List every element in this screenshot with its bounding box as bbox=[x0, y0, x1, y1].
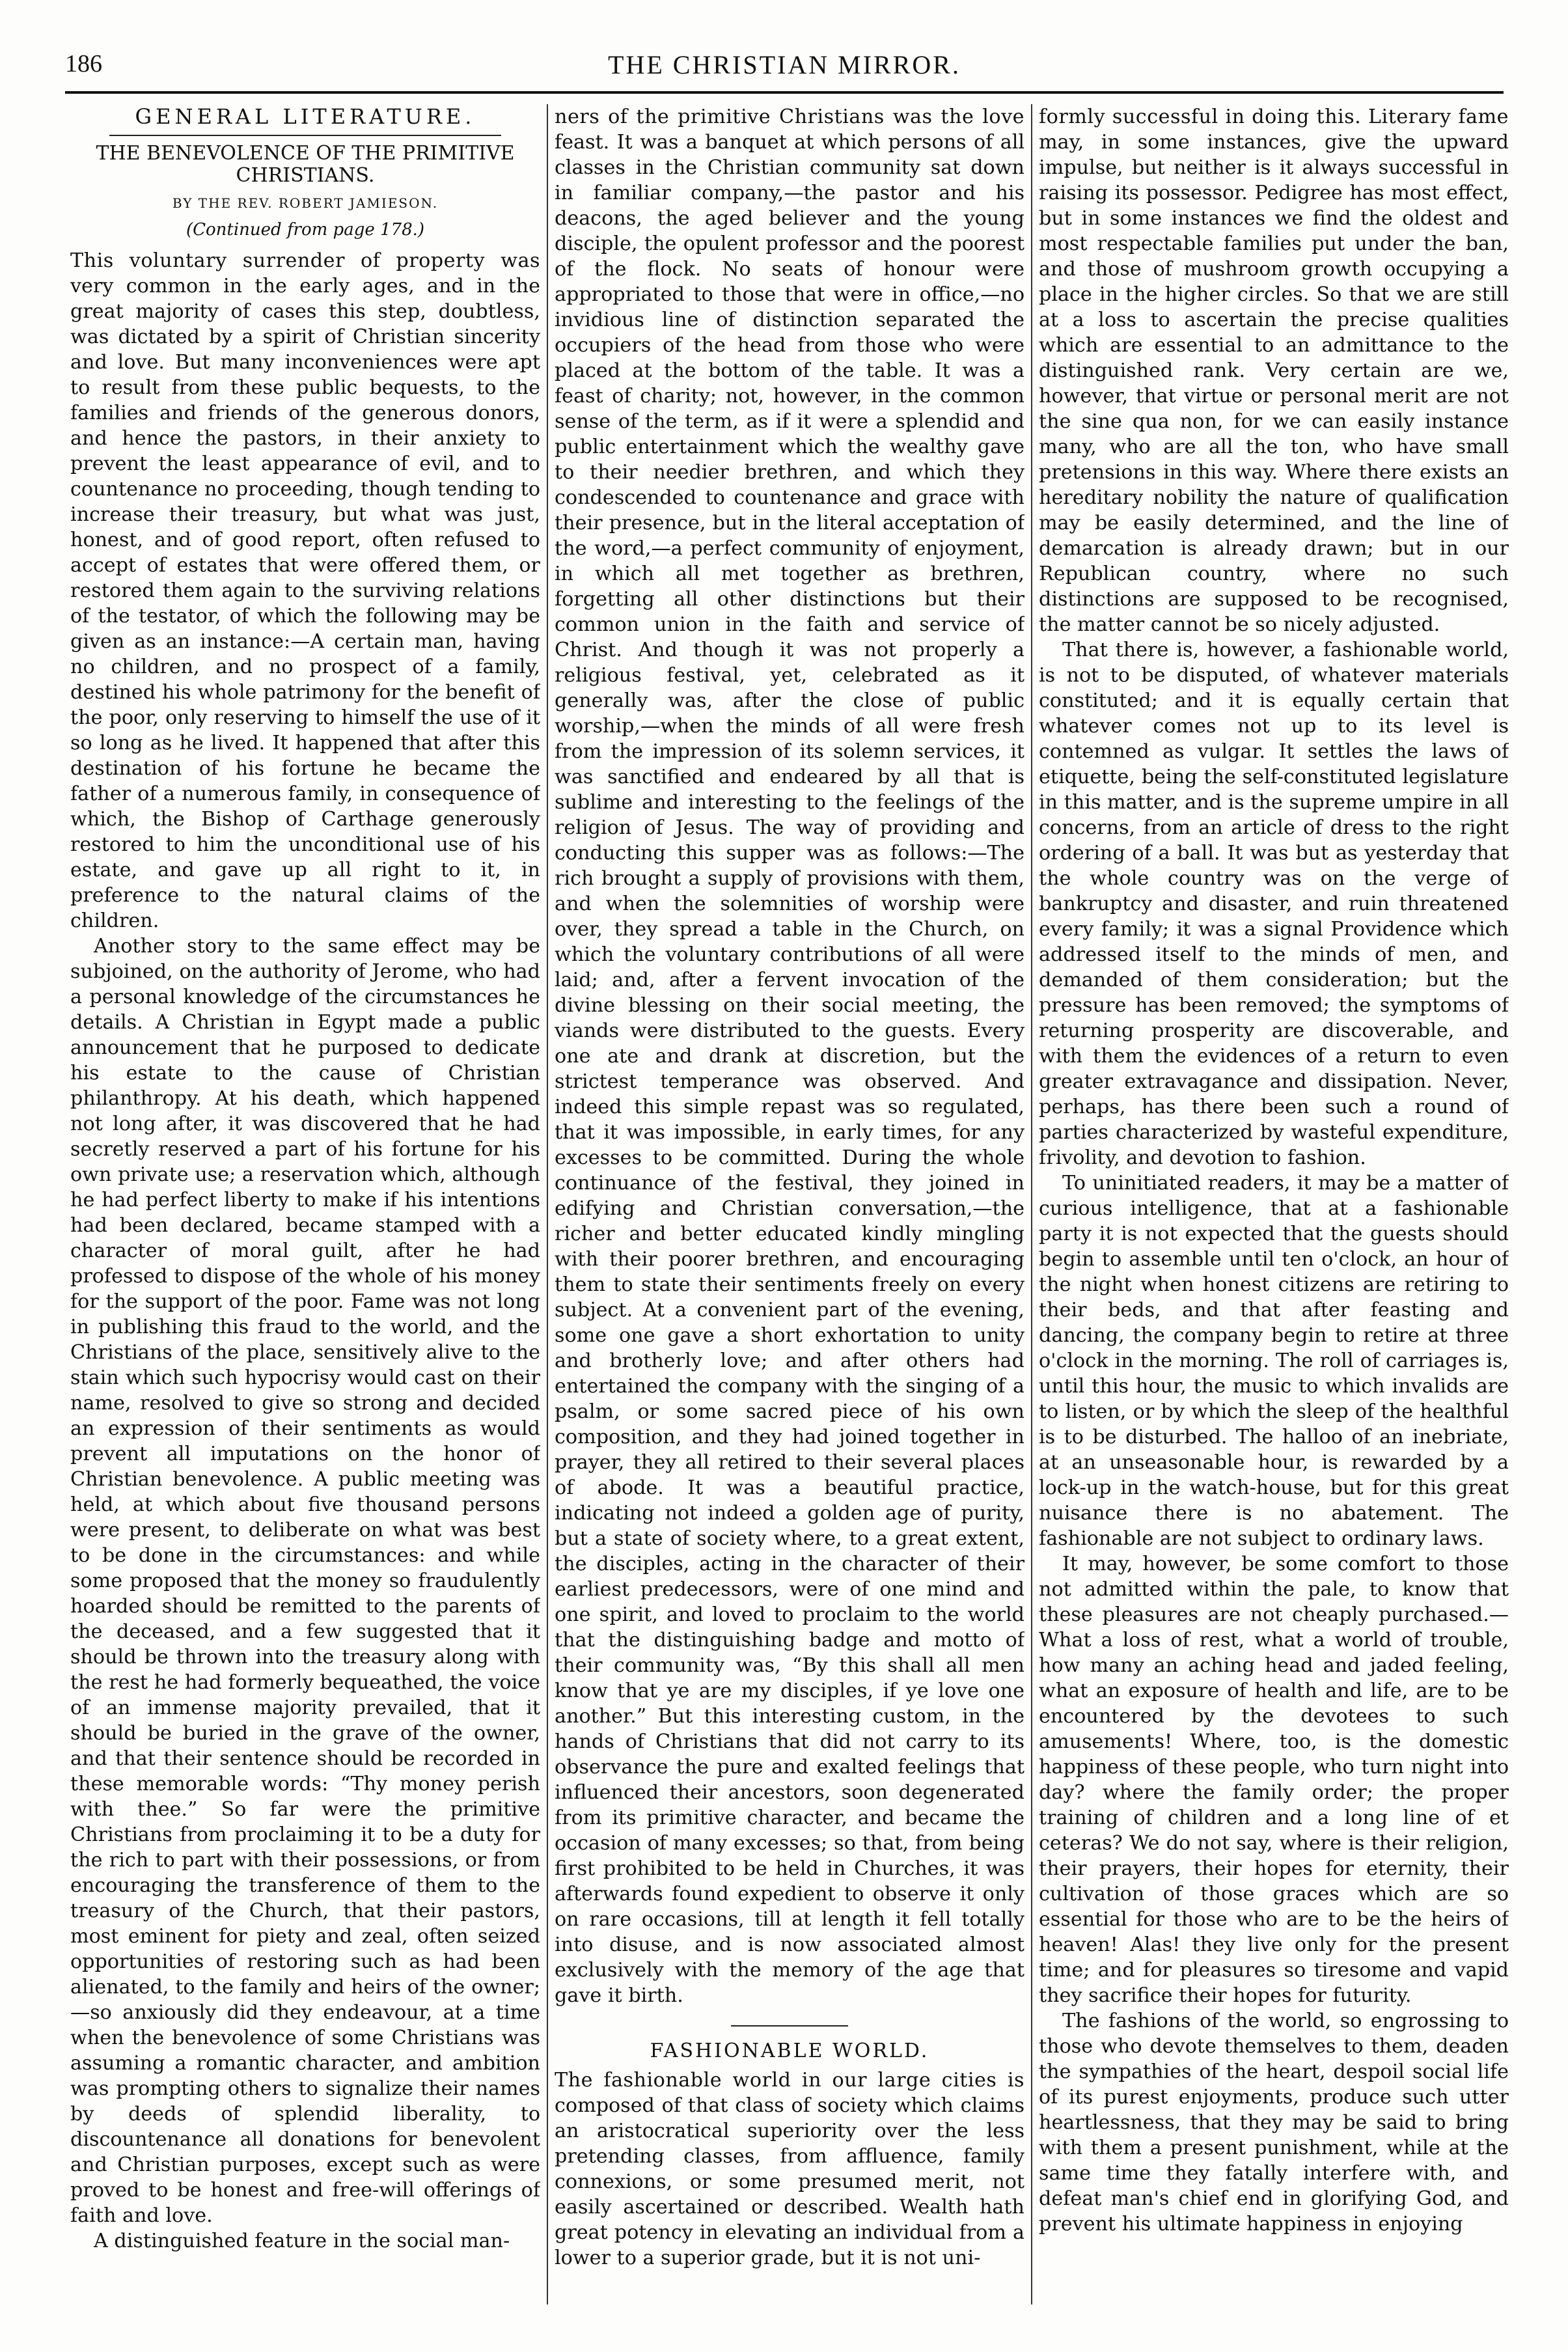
article-paragraph: This voluntary surrender of property was very common in the early ages, and in the great majority of cases this step, doubtless, was dictated by a spirit of Christian sincerity and love. But many inconveniences were apt to result from these public bequests, to the families and friends of the generous donors, and hence the pastors, in their anxiety to prevent the least appearance of evil, and to countenance no proceeding, though tending to increase their treasury, but what was just, honest, and of good report, often refused to accept of estates that were offered them, or restored them again to the surviving relations of the testator, of which the following may be given as an instance:—A certain man, having no children, and no prospect of a family, destined his whole patrimony for the benefit of the poor, only reserving to himself the use of it so long as he lived. It happened that after this destination of his fortune he became the father of a numerous family, in consequence of which, the Bishop of Carthage generously restored to him the unconditional use of his estate, and gave up all right to it, in preference to the natural claims of the children. bbox=[70, 249, 540, 932]
section-heading-rule bbox=[109, 135, 501, 136]
article-title: THE BENEVOLENCE OF THE PRIMITIVE CHRISTIANS. bbox=[96, 142, 515, 187]
article-byline: BY THE REV. ROBERT JAMIESON. bbox=[172, 195, 439, 211]
love-feast-paragraph-col2: ners of the primitive Christians was the love feast. It was a banquet at which persons of all classes in the Christian community sat down in familiar company,—the pastor and his deacons, the aged believer and the young disciple, the opulent professor and the poorest of the flock. No seats of honour were appropriated to those that were in office,—no invidious line of distinction separated the occupiers of the head from those who were placed at the bottom of the table. It was a feast of charity; not, however, in the common sense of the term, as if it were a splendid and public entertainment which the wealthy gave to their needier brethren, and which they condescended to countenance and grace with their presence, but in the literal acceptation of the word,—a perfect community of enjoyment, in which all met together as brethren, forgetting all other distinctions but their common union in the faith and service of Christ. And though it was not properly a religious festival, yet, celebrated as it generally was, after the close of public worship,—when the minds of all were fresh from the impression of its solemn services, it was sanctified and endeared by all that is sublime and interesting to the feelings of the religion of Jesus. The way of providing and conducting this supper was as follows:—The rich brought a supply of provisions with them, and when the solemnities of worship were over, they spread a table in the Church, on which the voluntary contributions of all were laid; and, after a fervent invocation of the divine blessing on their social meeting, the viands were distributed to the guests. Every one ate and drank at discretion, but the strictest temperance was observed. And indeed this simple repast was so regulated, that it was impossible, in early times, for any excesses to be committed. During the whole continuance of the festival, they joined in edifying and Christian conversation,—the richer and better educated kindly mingling with their poorer brethren, and encouraging them to state their sentiments freely on every subject. At a convenient part of the evening, some one gave a short exhortation to unity and brotherly love; and after others had entertained the company with the singing of a psalm, or some sacred piece of his own composition, and they had joined together in prayer, they all retired to their several places of abode. It was a beautiful practice, indicating not indeed a golden age of purity, but a state of society where, to a great extent, the disciples, acting in the character of their earliest predecessors, were of one mind and one spirit, and loved to proclaim to the world that the distinguishing badge and motto of their community was, “By this shall all men know that ye are my disciples, if ye love one another.” But this interesting custom, in the hands of Christians that did not carry to its observance the pure and exalted feelings that influenced their ancestors, soon degenerated from its primitive character, and became the occasion of many excesses; so that, from being first prohibited to be held in Churches, it was afterwards found expedient to observe it only on rare occasions, till at length it fell totally into disuse, and is now associated almost exclusively with the memory of the age that gave it birth. bbox=[555, 105, 1025, 2007]
article-paragraph: The fashions of the world, so engrossing to those who devote themselves to them, deaden the sympathies of the heart, despoil social life of its purest enjoyments, produce such utter heartlessness, that they may be said to bring with them a present punishment, while at the same time they fatally interfere with, and defeat man's chief end in glorifying God, and prevent his ultimate happiness in enjoying bbox=[1039, 2010, 1509, 2235]
fashionable-paragraph-col3: formly successful in doing this. Literary fame may, in some instances, give the upward impulse, but neither is it always successful in raising its possessor. Pedigree has most effect, but in some instances we find the oldest and most respectable families put under the ban, and those of mushroom growth occupying a place in the higher circles. So that we are still at a loss to ascertain the precise qualities which are essential to an admittance to the distinguished rank. Very certain are we, however, that virtue or personal merit are not the sine qua non, for we can easily instance many, who are all the ton, who have small pretensions in this way. Where there exists an hereditary nobility the nature of qualification may be easily determined, and the line of demarcation is already drawn; but in our Republican country, where no such distinctions are supposed to be recognised, the matter cannot be so nicely adjusted. bbox=[1039, 105, 1509, 636]
article-paragraph-continued bbox=[1039, 104, 1509, 637]
column-divider bbox=[547, 104, 548, 2304]
journal-title: THE CHRISTIAN MIRROR. bbox=[608, 50, 961, 79]
column-three bbox=[1039, 104, 1509, 2304]
column-two bbox=[555, 104, 1025, 2304]
article-paragraph-start bbox=[70, 2228, 540, 2254]
article-separator bbox=[731, 2025, 848, 2027]
article-paragraph-continued bbox=[555, 104, 1025, 2008]
article-paragraph-start bbox=[555, 2068, 1025, 2271]
running-head bbox=[65, 47, 1504, 86]
page-number: 186 bbox=[65, 50, 102, 77]
love-feast-paragraph-col1: A distinguished feature in the social man- bbox=[94, 2230, 510, 2252]
section-heading: GENERAL LITERATURE. bbox=[135, 104, 476, 129]
article-paragraph: It may, however, be some comfort to those not admitted within the pale, to know that these pleasures are not cheaply purchased.—What a loss of rest, what a world of trouble, how many an aching head and jaded feeling, what an exposure of health and life, are to be encountered by the devotees to such amusements! Where, too, is the domestic happiness of these people, who turn night into day? where the family order; the proper training of children and a long line of et ceteras? We do not say, where is their religion, their prayers, their hopes for eternity, their cultivation of those graces which are so essential for those who are to be the heirs of heaven! Alas! they live only for the present time; and for pleasures so tiresome and vapid they sacrifice their hopes for futurity. bbox=[1039, 1553, 1509, 2007]
article-paragraph: That there is, however, a fashionable world, is not to be disputed, of whatever materials constituted; and it is equally certain that whatever comes not up to its level is contemned as vulgar. It settles the laws of etiquette, being the self-constituted legislature in this matter, and is the supreme umpire in all concerns, from an article of dress to the right ordering of a ball. It was but as yesterday that the whole country was on the verge of bankruptcy and disaster, and ruin threatened every family; it was a signal Providence which addressed itself to the minds of men, and demanded of them consideration; but the pressure has been removed; the symptoms of returning prosperity are discoverable, and with them the evidences of a return to even greater extravagance and dissipation. Never, perhaps, has there been such a round of parties characterized by wasteful expenditure, frivolity, and devotion to fashion. bbox=[1039, 639, 1509, 1169]
article-paragraph: Another story to the same effect may be subjoined, on the authority of Jerome, who had a personal knowledge of the circumstances he details. A Christian in Egypt made a public announcement that he purposed to dedicate his estate to the cause of Christian philanthropy. At his death, which happened not long after, it was discovered that he had secretly reserved a part of his fortune for his own private use; a reservation which, although he had perfect liberty to make if his intentions had been declared, became stamped with a character of moral guilt, after he had professed to dispose of the whole of his money for the support of the poor. Fame was not long in publishing this fraud to the world, and the Christians of the place, sensitively alive to the stain which such hypocrisy would cast on their name, resolved to give so strong and decided an expression of their sentiments as would prevent all imputations on the honor of Christian benevolence. A public meeting was held, at which about five thousand persons were present, to deliberate on what was best to be done in the circumstances: and while some proposed that the money so fraudulently hoarded should be remitted to the parents of the deceased, and a few suggested that it should be thrown into the treasury along with the rest he had formerly bequeathed, the voice of an immense majority prevailed, that it should be buried in the grave of the owner, and that their sentence should be recorded in these memorable words: “Thy money perish with thee.” So far were the primitive Christians from proclaiming it to be a duty for the rich to part with their possessions, or from encouraging the transference of them to the treasury of the Church, that their pastors, most eminent for piety and zeal, often seized opportunities of restoring such as had been alienated, to the family and heirs of the owner;—so anxiously did they endeavour, at a time when the benevolence of some Christians was assuming a romantic character, and ambition was prompting others to signalize their names by deeds of splendid liberality, to discountenance all donations for benevolent and Christian purposes, except such as were proved to be honest and free-will offerings of faith and love. bbox=[70, 935, 540, 2227]
fashionable-paragraph-col2: The fashionable world in our large cities is composed of that class of society which claims an aristocratical superiority over the less pretending classes, from affluence, family connexions, or some presumed merit, not easily ascertained or described. Wealth hath great potency in elevating an individual from a lower to a superior grade, but it is not uni- bbox=[555, 2069, 1025, 2269]
article-title: FASHIONABLE WORLD. bbox=[650, 2040, 929, 2062]
article-paragraph: To uninitiated readers, it may be a matter of curious intelligence, that at a fashionable party it is not expected that the guests should begin to assemble until ten o'clock, an hour of the night when honest citizens are retiring to their beds, and that after feasting and dancing, the company begin to retire at three o'clock in the morning. The roll of carriages is, until this hour, the music to which invalids are to listen, or by which the sleep of the healthful is to be disturbed. The halloo of an inebriate, at an unseasonable hour, is rewarded by a lock-up in the watch-house, but for this great nuisance there is no abatement. The fashionable are not subject to ordinary laws. bbox=[1039, 1172, 1509, 1550]
column-one bbox=[70, 104, 540, 2304]
column-divider bbox=[1031, 104, 1032, 2304]
header-rule bbox=[65, 91, 1504, 94]
continued-note: (Continued from page 178.) bbox=[186, 220, 425, 240]
